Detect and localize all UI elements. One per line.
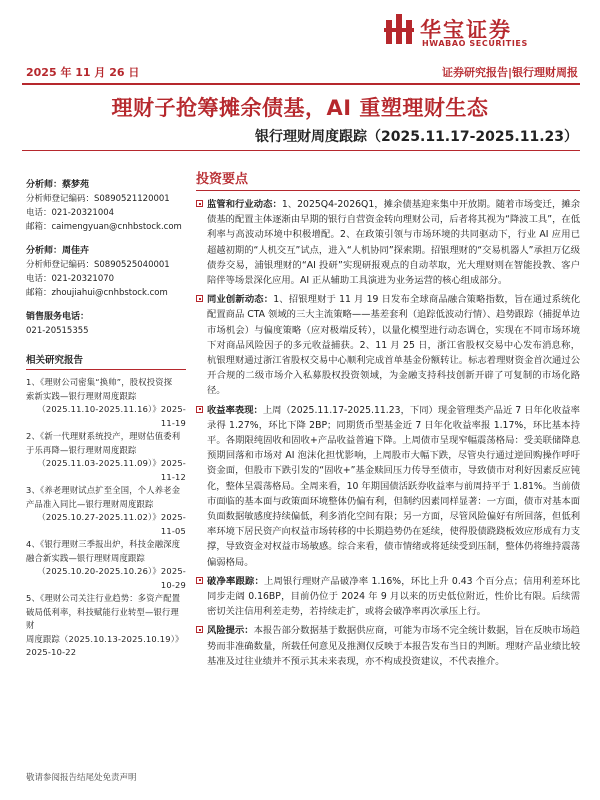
report-line: （2025.11.03-2025.11.09）》2025-11-12 bbox=[37, 458, 186, 482]
related-reports-heading: 相关研究报告 bbox=[26, 355, 84, 366]
bullet-icon bbox=[196, 295, 203, 302]
bullet-icon bbox=[196, 626, 203, 633]
page-title: 理财子抢筹摊余债基，AI 重塑理财生态 bbox=[111, 96, 489, 120]
related-report-item[interactable] bbox=[26, 538, 186, 592]
report-line: 产品准入同比—银行理财周度跟踪 bbox=[26, 498, 154, 509]
logo-name-cn: 华宝证券 bbox=[420, 18, 512, 42]
analyst-name: 分析师：蔡梦苑 bbox=[26, 180, 90, 190]
summary-lead: 风险提示： bbox=[207, 625, 254, 637]
subtitle-divider bbox=[22, 150, 580, 151]
summary-divider bbox=[196, 190, 580, 191]
summary-body: 1、2025Q4-2026Q1，摊余债基迎来集中开放期。随着市场变迁，摊余债基的配置主体逐渐由早期的银行自营资金转向理财公司，后者将其视为“降波工具”，在低利率与高波动环境中积极增配。2、在政策引领与市场环境的共同驱动下，行业 AI 应用已超越初期的“人机交互”试点，进入“人机协同”探索期。招银理财的“交易机器人”承担万亿级债券交易，浦银理财的“AI 投研”实现研报观点的自动萃取，光大理财则在智能投教、客户陪伴等场景深化应用。AI 正从辅助工具演进为业务运营的核心组成部分。 bbox=[207, 199, 580, 287]
related-divider bbox=[26, 369, 186, 370]
report-line: 于乐再降—银行理财周度跟踪 bbox=[26, 444, 137, 455]
report-line: 2、《新一代理财系统投产，理财估值委利 bbox=[26, 431, 181, 441]
bullet-icon bbox=[196, 200, 203, 207]
report-line: 周度跟踪（2025.10.13-2025.10.19）》 bbox=[26, 633, 184, 644]
bullet-icon bbox=[196, 577, 203, 584]
analyst-cert: 分析师登记编码：S0890525040001 bbox=[26, 260, 170, 270]
report-line: 融合新实践—银行理财周度跟踪 bbox=[26, 552, 145, 563]
company-logo bbox=[384, 12, 584, 50]
report-line: 破局低利率，科技赋能行业转型—银行理财 bbox=[26, 606, 179, 630]
analyst-phone: 电话：021-20321004 bbox=[26, 208, 115, 218]
main-content bbox=[196, 168, 580, 673]
report-line: （2025.10.20-2025.10.26）》2025-10-29 bbox=[37, 566, 186, 590]
analyst-email[interactable]: 邮箱：caimengyuan@cnhbstock.com bbox=[26, 222, 182, 232]
hwabao-logo-icon bbox=[384, 12, 416, 46]
related-report-item[interactable] bbox=[26, 592, 186, 660]
sales-label: 销售服务电话： bbox=[26, 312, 90, 322]
summary-lead: 破净率跟踪： bbox=[207, 575, 264, 587]
logo-name-en: HWABAO SECURITIES bbox=[422, 39, 528, 48]
report-line: 1、《理财公司密集“换帅”，股权投资探 bbox=[26, 377, 173, 387]
summary-lead: 监管和行业动态： bbox=[207, 199, 282, 210]
report-line: 2025-10-22 bbox=[26, 647, 77, 657]
report-line: 3、《养老理财试点扩至全国，个人养老金 bbox=[26, 485, 181, 495]
report-line: （2025.11.10-2025.11.16）》2025-11-19 bbox=[37, 404, 186, 428]
summary-item bbox=[196, 292, 580, 398]
summary-item bbox=[196, 574, 580, 620]
report-date: 2025 年 11 月 26 日 bbox=[26, 66, 140, 79]
summary-item bbox=[196, 403, 580, 570]
bullet-icon bbox=[196, 406, 203, 413]
left-sidebar bbox=[26, 178, 186, 660]
header-divider bbox=[22, 83, 580, 85]
related-report-item[interactable] bbox=[26, 376, 186, 430]
sales-phone: 021-20515355 bbox=[26, 326, 89, 336]
summary-lead: 收益率表现： bbox=[207, 404, 263, 416]
analyst-block bbox=[26, 178, 186, 234]
disclaimer-footer: 敬请参阅报告结尾处免责声明 bbox=[26, 773, 137, 783]
report-line: 索新实践—银行理财周度跟踪 bbox=[26, 390, 137, 401]
summary-lead: 同业创新动态： bbox=[207, 294, 274, 306]
summary-item bbox=[196, 197, 580, 288]
analyst-name: 分析师：周佳卉 bbox=[26, 246, 90, 256]
report-type: 证券研究报告|银行理财周报 bbox=[441, 66, 578, 79]
related-report-item[interactable] bbox=[26, 484, 186, 538]
report-line: （2025.10.27-2025.11.02）》2025-11-05 bbox=[37, 512, 186, 536]
report-line: 5、《理财公司关注行业趋势：多资产配置 bbox=[26, 593, 181, 603]
summary-item bbox=[196, 623, 580, 669]
summary-body: 本报告部分数据基于数据供应商，可能为市场不完全统计数据，旨在反映市场趋势而非准确数量，所载任何意见及推测仅反映于本报告发布当日的判断。理财产品业绩比较基准及过往业绩并不预示其未来表现，亦不构成投资建议，不代表推介。 bbox=[207, 625, 580, 667]
summary-body: 上周银行理财产品破净率 1.16%，环比上升 0.43 个百分点；信用利差环比同步走阔 0.16BP，目前仍位于 2024 年 9 月以来的历史低位附近，性价比有限。后续需密切关注信用利差走势，若持续走扩，或将会破净率再次承压上行。 bbox=[207, 575, 580, 618]
analyst-email[interactable]: 邮箱：zhoujiahui@cnhbstock.com bbox=[26, 288, 168, 298]
page-subtitle: 银行理财周度跟踪（2025.11.17-2025.11.23） bbox=[255, 129, 578, 145]
analyst-cert: 分析师登记编码：S0890521120001 bbox=[26, 194, 170, 204]
analyst-phone: 电话：021-20321070 bbox=[26, 274, 115, 284]
summary-heading: 投资要点 bbox=[196, 172, 249, 187]
summary-body: 上周（2025.11.17-2025.11.23，下同）现金管理类产品近 7 日年化收益率录得 1.27%，环比下降 2BP；同期货币型基金近 7 日年化收益率报 1.17%，环比基本持平。各期限纯固收和固收+产品收益普遍下降。上周债市呈现窄幅震荡格局：受美联储降息预期回落和市场对 AI 泡沫化担忧影响，上周股市大幅下跌，尽管央行通过逆回购操作呼吁资金面，但股市下跌引发的“固收+”基金赎回压力传导至债市，导致债市对利好因素反应钝化，整体呈震荡格局。全周来看，10 年期国债活跃券收益率与前周持平于 1.81%。当前债市面临的基本面与政策面环境整体仍偏有利，但制约因素同样显著：一方面，债市对基本面负面数据敏感度持续偏低，利多消化空间有限；另一方面，尽管风险偏好有所回落，但低利率环境下居民资产向权益市场转移的中长期趋势仍在延续，使得股债跷跷板效应形成有力支撑，导致资金对权益市场敏感。综合来看，债市情绪或将延续受到压制，整体仍将维持震荡偏弱格局。 bbox=[207, 404, 580, 568]
analyst-block bbox=[26, 244, 186, 300]
related-report-item[interactable] bbox=[26, 430, 186, 484]
report-line: 4、《银行理财三季报出炉，科技金融深度 bbox=[26, 539, 181, 549]
summary-body: 1、招银理财于 11 月 19 日发布全球商品融合策略指数，旨在通过系统化配置商品 CTA 领域的三大主流策略——基差套利（追踪低波动行情）、趋势跟踪（捕捉单边市场机会）与偏度策略（应对极端反转），以量化模型进行动态调仓，实现在不同市场环境下对商品风险因子的多元收益捕获。2、11 月 25 日，浙江省股权交易中心发布消息称，杭银理财通过浙江省股权交易中心顺利完成首单基金份额转让。标志着理财资金首次通过公开合规的二级市场介入私募股权投资领域，为金融支持科技创新开辟了可复制的市场化路径。 bbox=[207, 294, 580, 397]
